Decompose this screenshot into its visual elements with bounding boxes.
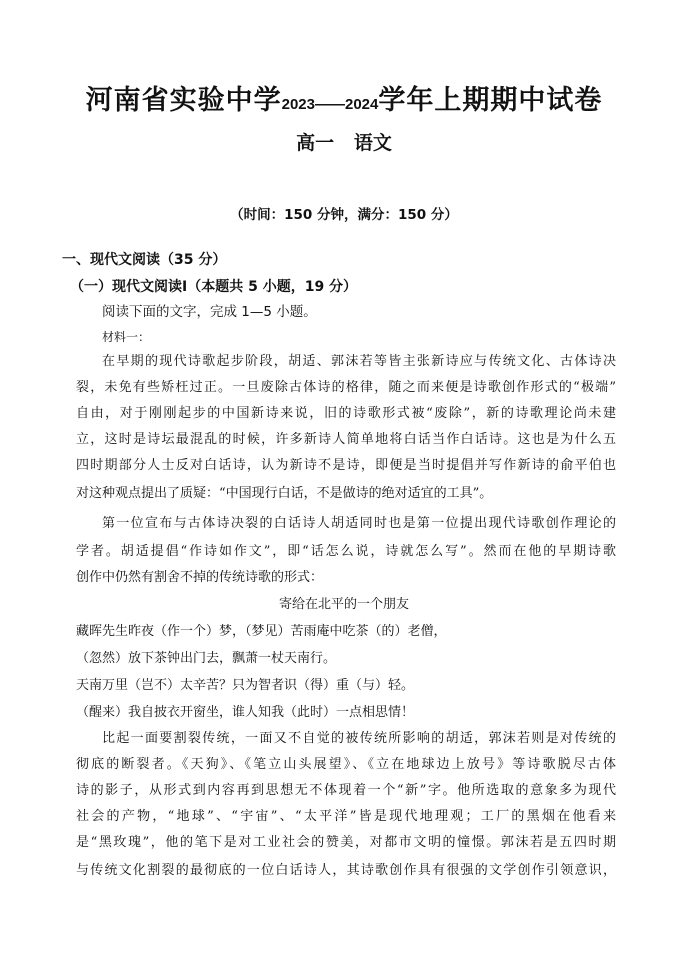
exam-subtitle: 高一 语文 bbox=[296, 132, 392, 154]
paragraph-line: 在早期的现代诗歌起步阶段，胡适、郭沫若等皆主张新诗应与传统文化、古体诗决 bbox=[102, 354, 616, 369]
paragraph-line: 立，这时是诗坛最混乱的时候，许多新诗人简单地将白话当作白话诗。这也是为什么五 bbox=[76, 432, 616, 447]
paragraph-line: 四时期部分人士反对白话诗，认为新诗不是诗，即便是当时提倡并写作新诗的俞平伯也 bbox=[76, 458, 616, 473]
poem-line: （醒来）我自披衣开窗坐，谁人知我（此时）一点相思情！ bbox=[76, 705, 415, 720]
section-heading: 一、现代文阅读（35 分） bbox=[62, 252, 227, 268]
paragraph-line: 诗的影子，从形式到内容再到思想无不体现着一个“新”字。他所选取的意象多为现代 bbox=[76, 783, 616, 798]
exam-time-score: （时间：150 分钟，满分：150 分） bbox=[230, 207, 458, 223]
poem-title: 寄给在北平的一个朋友 bbox=[278, 597, 409, 612]
title-years: 2023——2024 bbox=[281, 96, 379, 113]
subsection-heading: （一）现代文阅读Ⅰ（本题共 5 小题，19 分） bbox=[70, 279, 358, 295]
paragraph-line: 彻底的断裂者。《天狗》、《笔立山头展望》、《立在地球边上放号》等诗歌脱尽古体 bbox=[76, 757, 616, 772]
paragraph-line: 裂，未免有些矫枉过正。一旦废除古体诗的格律，随之而来便是诗歌创作形式的“极端” bbox=[76, 380, 616, 395]
poem-line: （忽然）放下茶钟出门去，飘萧一杖天南行。 bbox=[76, 651, 337, 666]
poem-line: 藏晖先生昨夜（作一个）梦，（梦见）苦雨庵中吃茶（的）老僧， bbox=[76, 624, 447, 639]
paragraph-line: 比起一面要割裂传统，一面又不自觉的被传统所影响的胡适，郭沫若则是对传统的 bbox=[102, 731, 616, 746]
paragraph-line: 对这种观点提出了质疑：“中国现行白话，不是做诗的绝对适宜的工具”。 bbox=[76, 486, 493, 501]
material-label: 材料一： bbox=[102, 330, 151, 344]
title-school: 河南省实验中学 bbox=[85, 85, 282, 116]
paragraph-line: 学者。胡适提倡“作诗如作文”，即“话怎么说，诗就怎么写”。然而在他的早期诗歌 bbox=[76, 544, 616, 559]
paragraph-line: 社会的产物，“地球”、“宇宙”、“太平洋”皆是现代地理观；工厂的黑烟在他看来 bbox=[76, 809, 616, 824]
poem-line: 天南万里（岂不）太辛苦？只为智者识（得）重（与）轻。 bbox=[76, 678, 415, 693]
reading-instruction: 阅读下面的文字，完成 1—5 小题。 bbox=[102, 304, 317, 320]
paragraph-line: 第一位宣布与古体诗决裂的白话诗人胡适同时也是第一位提出现代诗歌创作理论的 bbox=[102, 516, 616, 531]
paragraph-line: 与传统文化割裂的最彻底的一位白话诗人，其诗歌创作具有很强的文学创作引领意识， bbox=[76, 863, 616, 878]
paragraph-line: 创作中仍然有割舍不掉的传统诗歌的形式： bbox=[76, 570, 324, 585]
exam-title bbox=[0, 78, 688, 117]
paragraph-line: 是“黑玫瑰”，他的笔下是对工业社会的赞美，对都市文明的憧憬。郭沫若是五四时期 bbox=[76, 835, 616, 850]
title-term: 学年上期期中试卷 bbox=[378, 85, 603, 116]
paragraph-line: 自由，对于刚刚起步的中国新诗来说，旧的诗歌形式被“废除”，新的诗歌理论尚未建 bbox=[76, 406, 616, 421]
